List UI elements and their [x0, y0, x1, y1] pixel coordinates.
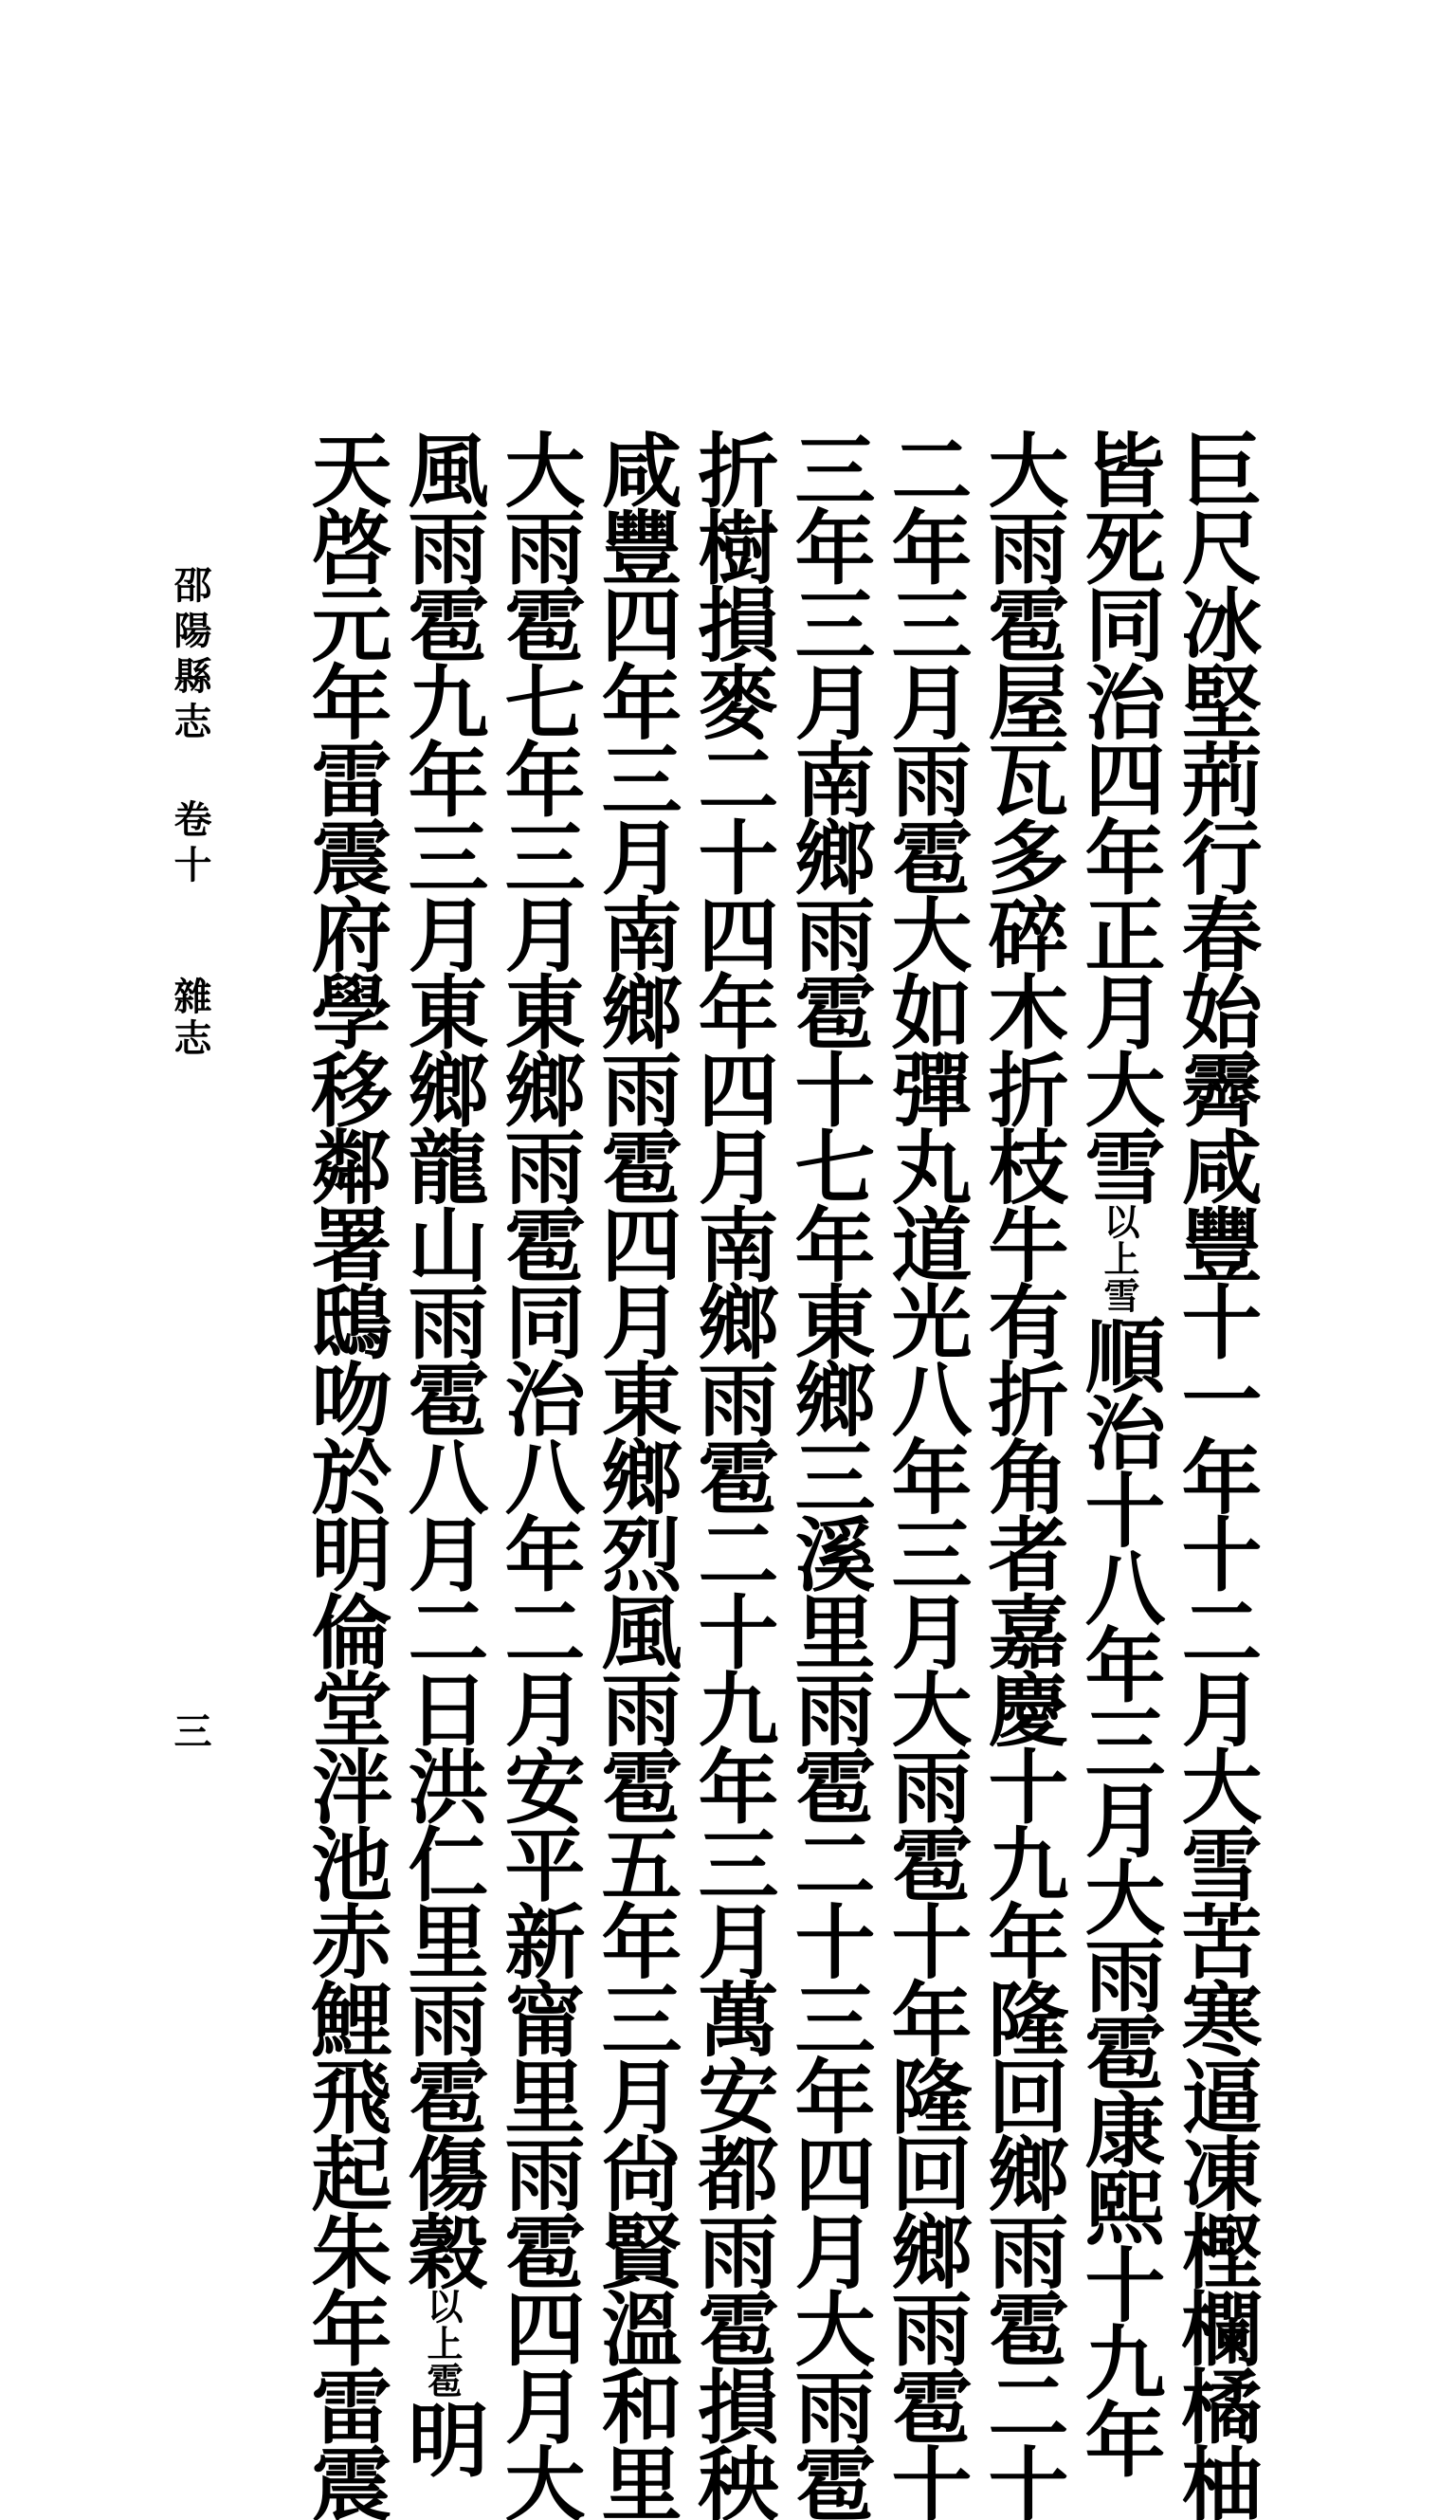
page-number: 三	[168, 1711, 212, 1749]
interlinear-note: 以上雹	[421, 2287, 464, 2399]
column-text: 三年三月南鄉雨雹十七年東鄉三溪里雨雹二十三年四月大雨雹	[781, 429, 876, 2520]
column-text-continued: 明	[394, 2398, 489, 2476]
book-title: 邵陽縣志 卷十	[168, 565, 212, 890]
text-column-8	[491, 429, 586, 2520]
text-column-1	[1168, 429, 1263, 2520]
column-text: 大雨雹屋瓦多碎木折枝牛有折角者嘉慶十九年隆回鄉雨雹二十	[974, 429, 1069, 2520]
text-column-7	[588, 429, 682, 2520]
column-text: 皆死同治四年正月大雪	[1071, 429, 1166, 1204]
column-text: 大雨雹七年三月東鄉雨雹同治八年二月安平新甯里雨雹四月大	[491, 429, 586, 2520]
interlinear-note: 以上雪	[1098, 1203, 1140, 1315]
text-column-3	[974, 429, 1069, 2520]
text-column-9	[394, 429, 489, 2476]
section-title: 雜志	[168, 977, 212, 1060]
column-text-continued: 順治十八年三月大雨雹康熙十九年	[1071, 1314, 1166, 2476]
column-text: 巨尺冰堅荊行春始霽咸豐十一年十二月大雪苦寒逼凍樫欄橘柚	[1168, 429, 1263, 2520]
column-text: 折樹損麥二十四年四月南鄉雨雹二十九年三月萬安都雨雹損秧	[684, 429, 779, 2520]
column-text: 二年三月雨雹大如彈丸道光八年三月大雨雹十年隆回鄉雨雹十	[878, 429, 973, 2520]
column-text: 天啓元年雷震府學移鄰署鴟吻於明倫堂泮池赤鯉飛起朱年雷震	[298, 429, 392, 2520]
text-column-6	[684, 429, 779, 2520]
text-column-10	[298, 429, 392, 2520]
text-column-2	[1071, 429, 1166, 2476]
column-text: 咸豐四年三月南鄉雨雹四月東鄉烈風雨雹五年三月尙賢溫和里	[588, 429, 682, 2520]
column-text: 風雨雹九年三月東鄉龍山雨雹八月二日洪仁里雨雹傷穀	[394, 429, 489, 2288]
text-column-4	[878, 429, 973, 2520]
text-column-5	[781, 429, 876, 2520]
